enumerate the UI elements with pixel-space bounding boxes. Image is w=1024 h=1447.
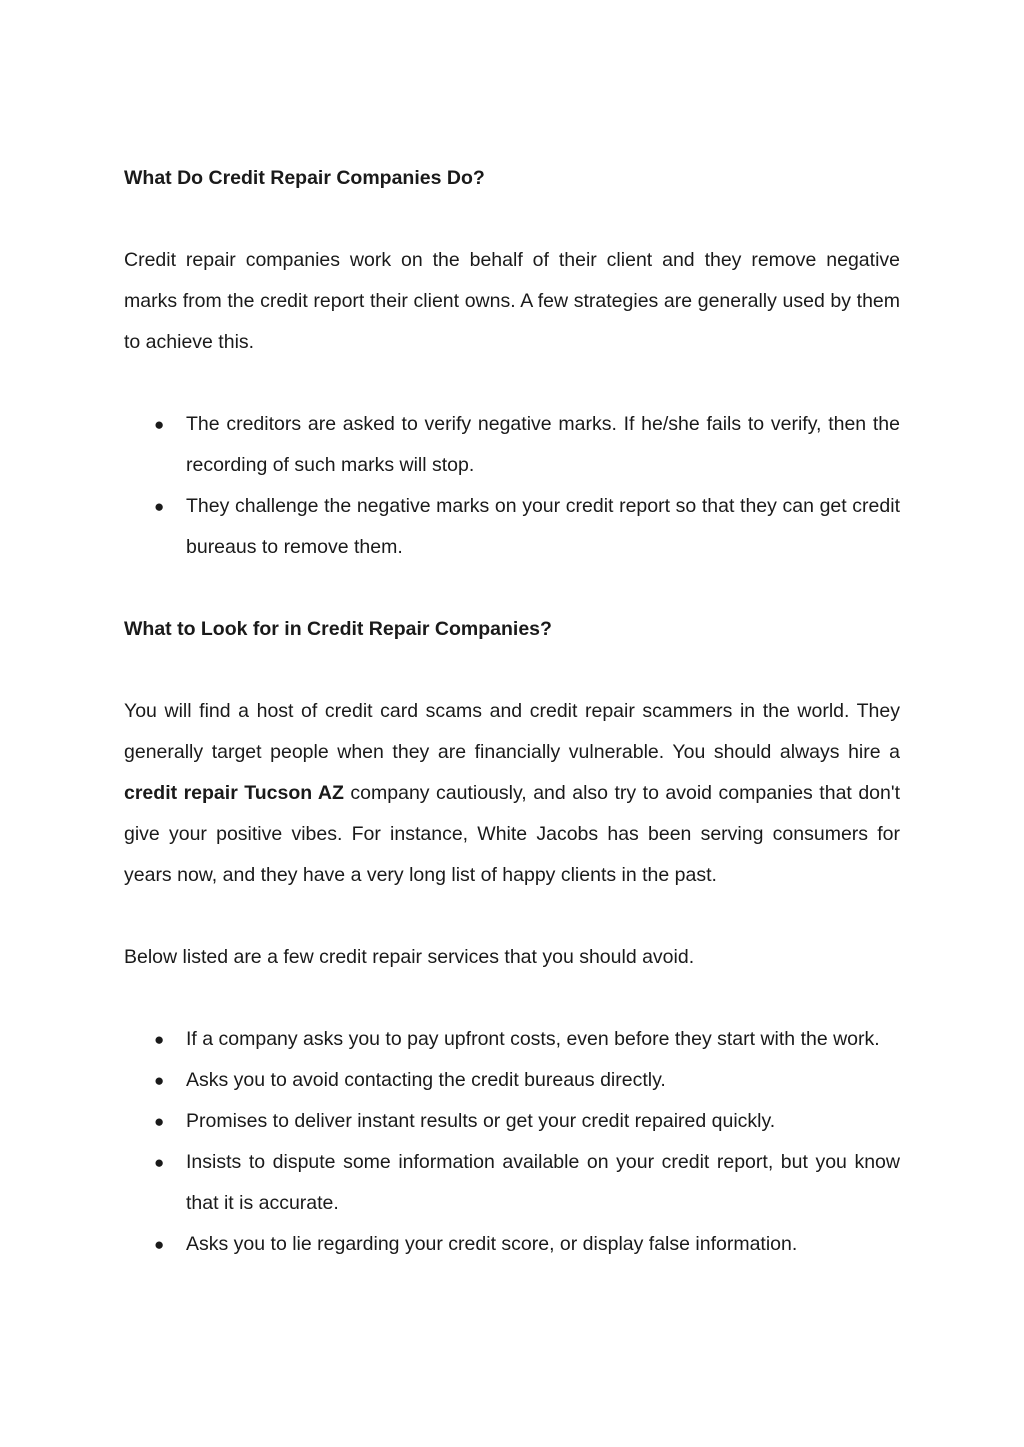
- list-item: [154, 1142, 900, 1224]
- bullet-icon: ●: [154, 497, 165, 516]
- list-item-text: Insists to dispute some information available on your credit report, but you know that it is accurate.: [186, 1151, 900, 1214]
- list-item-text: They challenge the negative marks on your credit report so that they can get credit bureaus to remove them.: [186, 495, 900, 558]
- list-item-text: If a company asks you to pay upfront costs, even before they start with the work.: [186, 1028, 880, 1050]
- list-item: [154, 486, 900, 568]
- document-page: [124, 158, 900, 1265]
- section1-heading: What Do Credit Repair Companies Do?: [124, 167, 485, 189]
- list-item: [154, 1019, 900, 1060]
- list-item: [154, 1224, 900, 1265]
- section2-paragraph: [124, 691, 900, 896]
- list-item: [154, 1101, 900, 1142]
- spacer: [124, 363, 900, 404]
- list-item-text: The creditors are asked to verify negative marks. If he/she fails to verify, then the recording of such marks will stop.: [186, 413, 900, 476]
- bullet-icon: ●: [154, 415, 165, 434]
- section2-bullet-list: [124, 1019, 900, 1265]
- paragraph-text: company cautiously, and also try to avoid companies that don't give your positive vibes. For instance, White Jacobs has been serving consumers for years now, and they have a very long list of happy clients in the past.: [124, 782, 900, 886]
- spacer: [124, 568, 900, 609]
- list-item-text: Promises to deliver instant results or get your credit repaired quickly.: [186, 1110, 776, 1132]
- avoid-intro: Below listed are a few credit repair services that you should avoid.: [124, 946, 695, 968]
- list-item-text: Asks you to lie regarding your credit score, or display false information.: [186, 1233, 798, 1255]
- section1-bullet-list: [124, 404, 900, 568]
- list-item: [154, 1060, 900, 1101]
- paragraph-text: You will find a host of credit card scams and credit repair scammers in the world. They generally target people when they are financially vulnerable. You should always hire a: [124, 700, 900, 763]
- section1-intro: Credit repair companies work on the behalf of their client and they remove negative marks from the credit report their client owns. A few strategies are generally used by them to achieve this.: [124, 249, 900, 353]
- spacer: [124, 896, 900, 937]
- list-item: [154, 404, 900, 486]
- spacer: [124, 978, 900, 1019]
- list-item-text: Asks you to avoid contacting the credit bureaus directly.: [186, 1069, 666, 1091]
- bullet-icon: ●: [154, 1153, 165, 1172]
- bullet-icon: ●: [154, 1112, 165, 1131]
- bullet-icon: ●: [154, 1071, 165, 1090]
- spacer: [124, 650, 900, 691]
- bold-keyword: credit repair Tucson AZ: [124, 782, 344, 804]
- bullet-icon: ●: [154, 1235, 165, 1254]
- spacer: [124, 199, 900, 240]
- bullet-icon: ●: [154, 1030, 165, 1049]
- section2-heading: What to Look for in Credit Repair Companies?: [124, 618, 552, 640]
